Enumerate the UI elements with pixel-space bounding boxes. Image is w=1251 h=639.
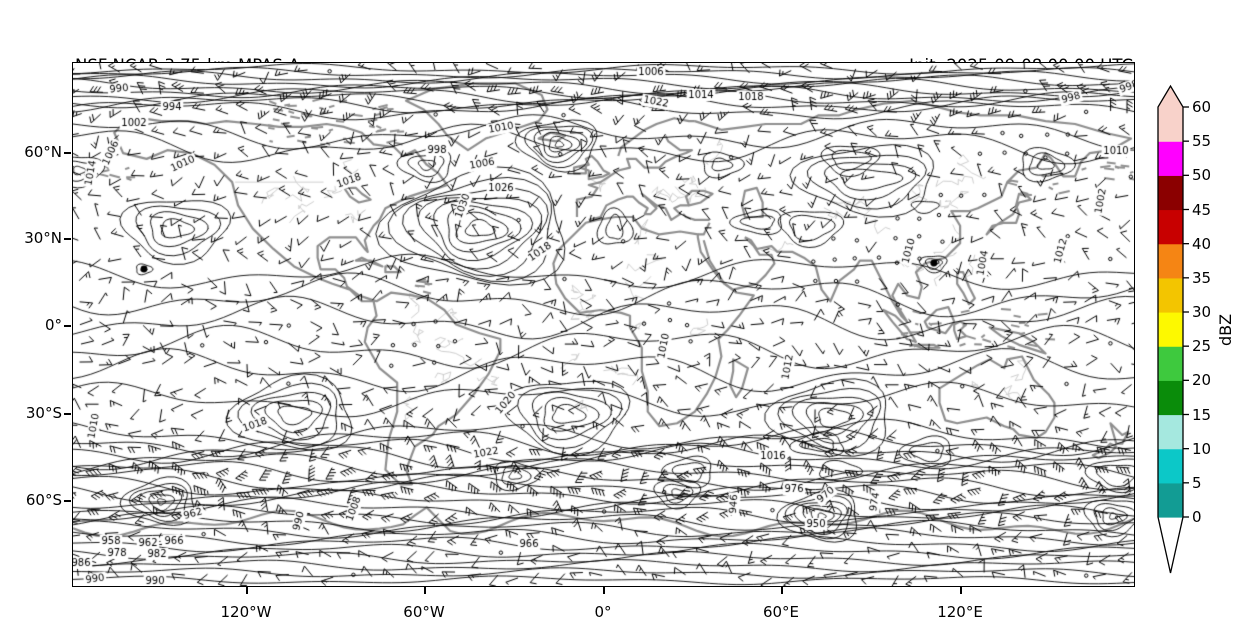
colorbar-tick-label: 55 [1192,132,1212,151]
map-canvas [73,63,1134,586]
colorbar-tick-label: 30 [1192,303,1212,321]
y-axis-tick [64,413,71,415]
colorbar-tick-label: 40 [1192,234,1212,253]
x-axis-tick [960,587,962,594]
colorbar-segment [1158,278,1183,313]
x-axis-tick-label: 60°W [403,603,445,621]
y-axis-tick [64,238,71,240]
colorbar-tick-label: 45 [1192,200,1212,219]
colorbar-tick-label: 10 [1192,439,1212,458]
y-axis-tick-label: 30°S [25,404,62,422]
colorbar-tick-label: 15 [1192,405,1212,424]
colorbar-segment [1158,244,1183,279]
colorbar-tick-label: 5 [1192,473,1202,492]
x-axis-tick-label: 120°W [220,603,272,621]
colorbar-tick-label: 35 [1192,268,1212,287]
colorbar-segment [1158,210,1183,245]
y-axis-tick-label: 30°N [24,229,62,247]
y-axis-tick [64,500,71,502]
x-axis-tick-label: 60°E [762,603,800,621]
colorbar-segment [1158,141,1183,176]
colorbar-tick-label: 50 [1192,166,1212,185]
y-axis-tick [64,152,71,154]
colorbar-tick-label: 20 [1192,371,1212,390]
y-axis-tick-label: 60°S [25,491,62,509]
x-axis-tick-label: 120°E [937,603,983,621]
colorbar-segment [1158,175,1183,210]
colorbar-tick-label: 25 [1192,337,1212,356]
colorbar-segment [1158,312,1183,347]
colorbar-segment [1158,346,1183,381]
colorbar-segment [1158,483,1183,518]
x-axis-tick-label: 0° [594,603,612,621]
x-axis-tick [246,587,248,594]
y-axis-tick [64,325,71,327]
y-axis-tick-label: 60°N [24,143,62,161]
colorbar-segment [1158,415,1183,450]
colorbar-tick-label: 0 [1192,508,1202,526]
x-axis-tick [781,587,783,594]
colorbar-tick-label: 60 [1192,98,1212,116]
y-axis-tick-label: 0° [44,316,62,334]
colorbar-segment [1158,449,1183,484]
x-axis-tick [424,587,426,594]
colorbar-segment [1158,107,1183,142]
colorbar-segment [1158,380,1183,415]
colorbar-axis-label: dBZ [1216,313,1235,347]
map-panel [72,62,1135,587]
x-axis-tick [603,587,605,594]
